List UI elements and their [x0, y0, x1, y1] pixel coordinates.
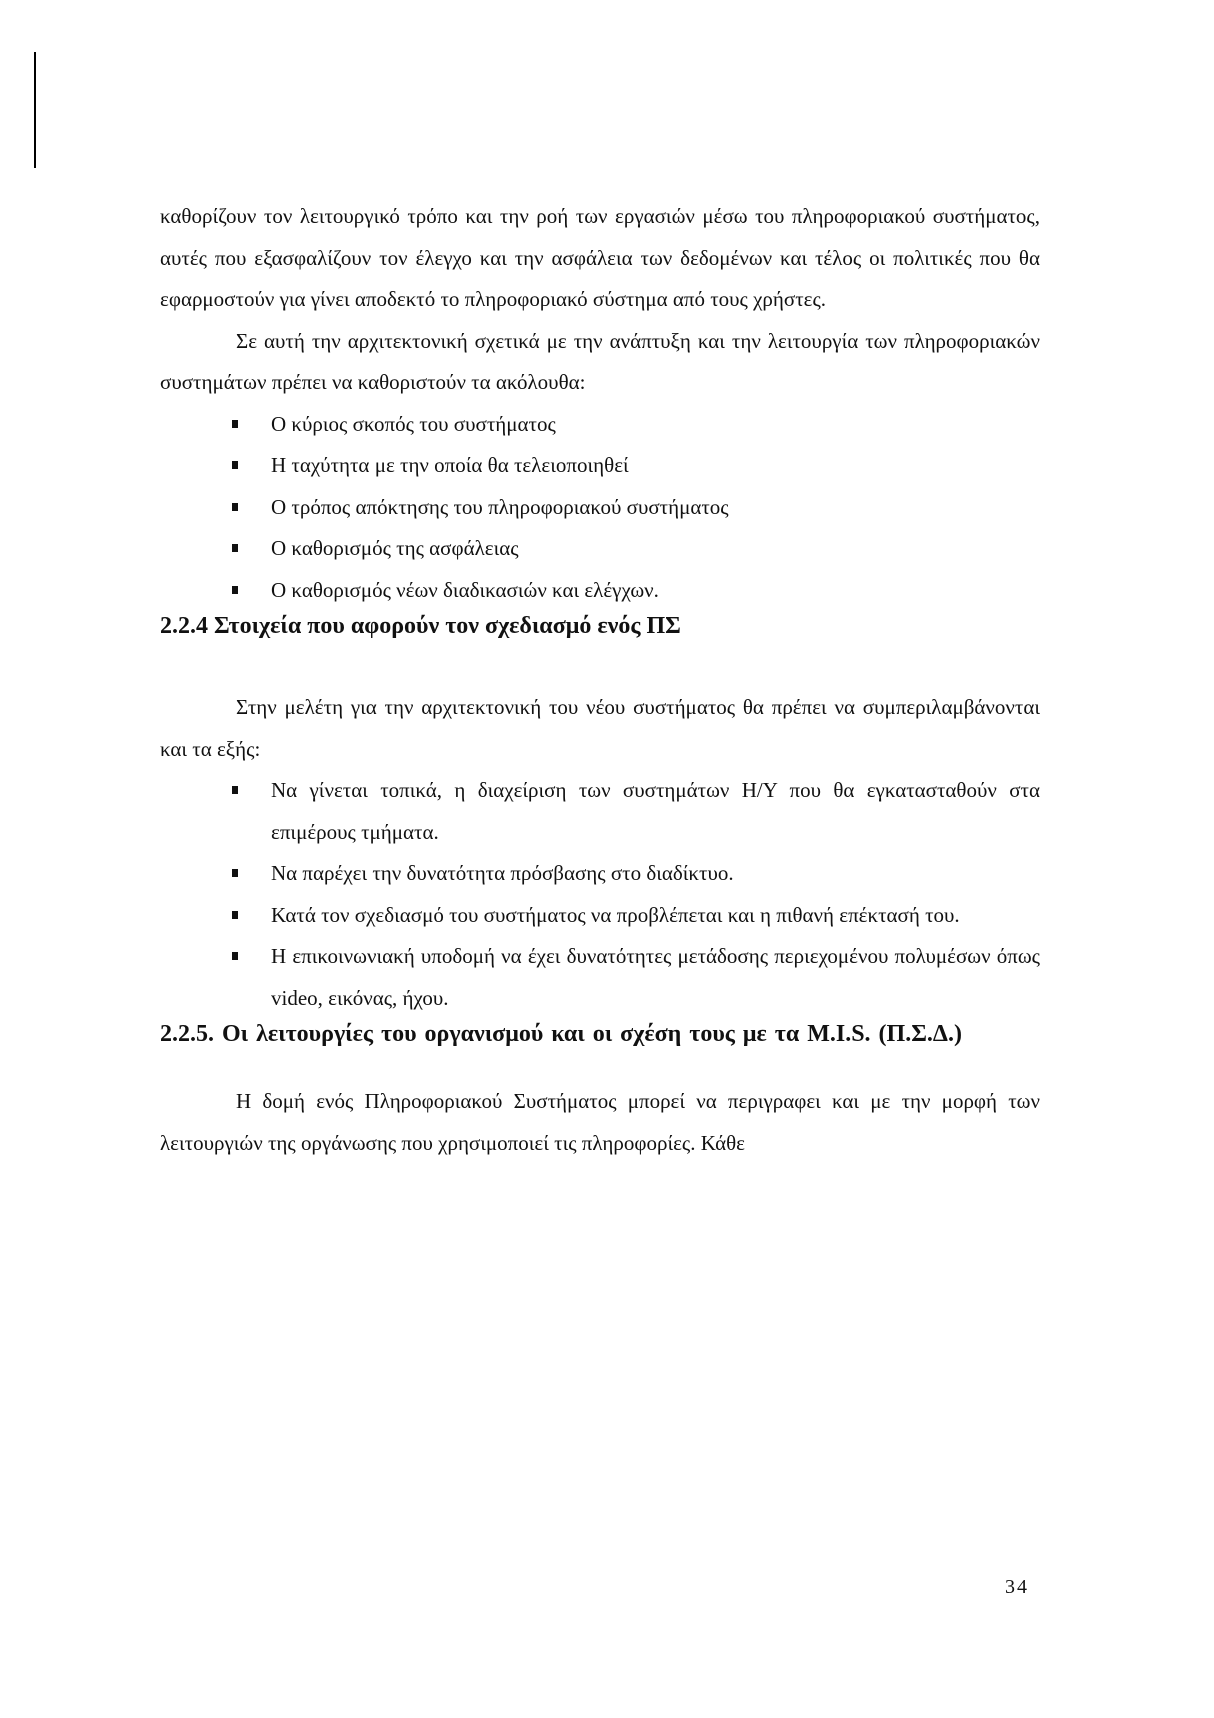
bullet-icon	[232, 952, 238, 960]
list-item-text: Κατά τον σχεδιασμό του συστήματος να προβλέπεται και η πιθανή επέκτασή του.	[271, 902, 960, 927]
list-item	[160, 853, 1040, 895]
list-item	[160, 570, 1040, 612]
paragraph-architecture: Σε αυτή την αρχιτεκτονική σχετικά με την ανάπτυξη και την λειτουργία των πληροφοριακών συστημάτων πρέπει να καθοριστούν τα ακόλουθα:	[160, 328, 1040, 394]
paragraph-design-study: Στην μελέτη για την αρχιτεκτονική του νέου συστήματος θα πρέπει να συμπεριλαμβάνονται και τα εξής:	[160, 695, 1040, 761]
list-item-text: Ο καθορισμός νέων διαδικασιών και ελέγχων.	[271, 577, 659, 602]
list-item	[160, 895, 1040, 937]
bullet-icon	[232, 786, 238, 794]
list-item-text: Η ταχύτητα με την οποία θα τελειοποιηθεί	[271, 453, 629, 477]
design-requirements-list	[160, 770, 1040, 1019]
bullet-icon	[232, 544, 238, 552]
bullet-icon	[232, 586, 238, 594]
list-item	[160, 770, 1040, 853]
bullet-icon	[232, 461, 238, 469]
section-heading-2-2-5: 2.2.5. Οι λειτουργίες του οργανισμού και οι σχέση τους με τα M.I.S. (Π.Σ.Δ.)	[160, 1021, 962, 1047]
bullet-icon	[232, 911, 238, 919]
bullet-icon	[232, 869, 238, 877]
list-item	[160, 936, 1040, 1019]
list-item-text: Ο τρόπος απόκτησης του πληροφοριακού συστήματος	[271, 494, 729, 519]
list-item	[160, 487, 1040, 529]
scan-margin-line	[34, 52, 36, 168]
page-number: 34	[1005, 1576, 1029, 1598]
list-item	[160, 528, 1040, 570]
paragraph-intro-continued: καθορίζουν τον λειτουργικό τρόπο και την ροή των εργασιών μέσω του πληροφοριακού συστήματος, αυτές που εξασφαλίζουν τον έλεγχο και την ασφάλεια των δεδομένων και τέλος οι πολιτικές που θα εφαρμοστούν για γίνει αποδεκτό το πληροφοριακό σύστημα από τους χρήστες.	[160, 204, 1040, 311]
paragraph-organization-functions: Η δομή ενός Πληροφοριακού Συστήματος μπορεί να περιγραφει και με την μορφή των λειτουργιών της οργάνωσης που χρησιμοποιεί τις πληροφορίες. Κάθε	[160, 1089, 1040, 1155]
bullet-icon	[232, 420, 238, 428]
requirements-list	[160, 404, 1040, 612]
list-item-text: Ο καθορισμός της ασφάλειας	[271, 536, 519, 560]
list-item-text: Ο κύριος σκοπός του συστήματος	[271, 411, 556, 436]
list-item-text: Να παρέχει την δυνατότητα πρόσβασης στο διαδίκτυο.	[271, 861, 734, 885]
list-item-text: Να γίνεται τοπικά, η διαχείριση των συστημάτων Η/Υ που θα εγκατασταθούν στα επιμέρους τμήματα.	[271, 778, 1040, 844]
section-heading-2-2-4: 2.2.4 Στοιχεία που αφορούν τον σχεδιασμό ενός ΠΣ	[160, 613, 681, 639]
page-body	[160, 196, 1040, 1164]
list-item	[160, 404, 1040, 446]
bullet-icon	[232, 503, 238, 511]
list-item	[160, 445, 1040, 487]
list-item-text: Η επικοινωνιακή υποδομή να έχει δυνατότητες μετάδοσης περιεχομένου πολυμέσων όπως video, εικόνας, ήχου.	[271, 944, 1040, 1010]
